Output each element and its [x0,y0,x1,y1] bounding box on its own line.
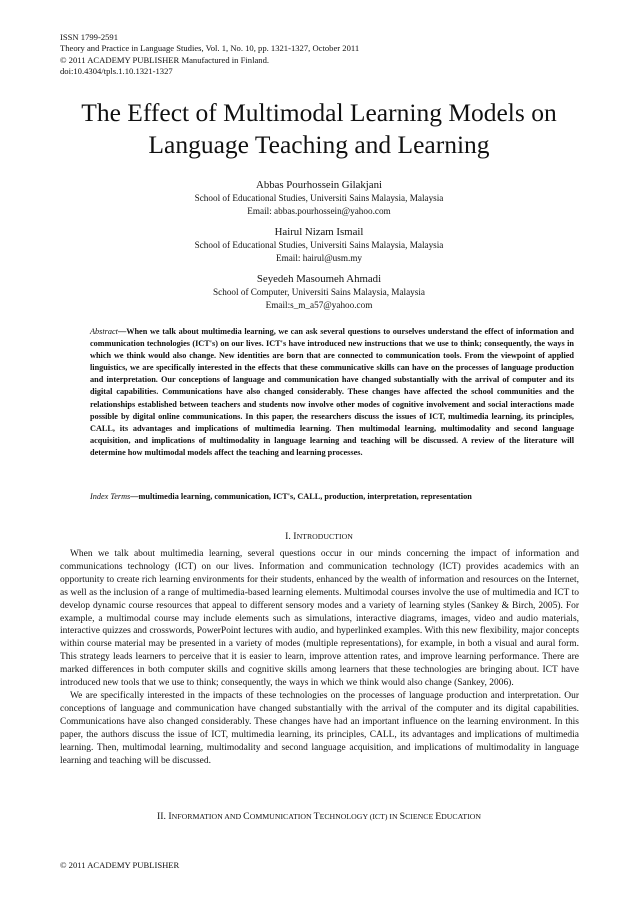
abstract-dash: — [117,327,127,336]
section-numeral: II. [156,811,166,822]
page-footer: © 2011 ACADEMY PUBLISHER [60,860,180,870]
title-line-2: Language Teaching and Learning [148,130,490,159]
journal-citation: Theory and Practice in Language Studies, Vol. 1, No. 10, pp. 1321-1327, October 2011 [60,43,360,54]
heading-initial: I [293,531,297,542]
author-block [0,178,638,217]
heading-initial: S [399,811,406,822]
author-block [0,272,638,311]
author-affiliation: School of Educational Studies, Universiti Sains Malaysia, Malaysia [194,193,444,203]
index-terms-dash: — [130,492,139,501]
author-name: Seyedeh Masoumeh Ahmadi [256,273,382,285]
heading-rest: OMMUNICATION [249,812,314,821]
heading-initial: T [313,811,320,822]
section-heading-introduction [0,530,638,543]
author-name: Abbas Pourhossein Gilakjani [256,179,382,191]
index-terms-label: Index Terms [90,492,131,501]
section-heading-ict [0,810,638,823]
heading-initial: I [168,811,172,822]
author-email: Email: abbas.pourhossein@yahoo.com [247,205,391,216]
section-body [60,548,579,767]
heading-rest: NFORMATION AND [171,812,244,821]
author-block [0,225,638,264]
heading-initial: C [243,811,250,822]
body-paragraph: We are specifically interested in the impacts of these technologies on the processes of language production and interpretation. Our conceptions of language and communication have changed substantially with the arrival of the computer and its digital capabilities. Communications have also changed considerably. These changes have had an important influence on the learning environment. In this paper, the authors discuss the issue of ICT, multimedia learning, its principles, CALL, its advantages and implications of multimedia learning. Then, multimodal learning, multimodality and second language acquisition, and implications of multimodality in language learning and teaching will be discussed. [60,690,579,766]
heading-rest: CIENCE [405,812,436,821]
abstract-label: Abstract [90,327,118,336]
doi: doi:10.4304/tpls.1.10.1321-1327 [60,65,173,76]
index-terms-text: multimedia learning, communication, ICT's, CALL, production, interpretation, representation [138,492,472,501]
heading-rest: ECHNOLOGY (ICT) IN [319,812,400,821]
author-name: Hairul Nizam Ismail [274,226,364,238]
body-paragraph: When we talk about multimedia learning, several questions occur in our minds concerning the impact of information and communications technology (ICT) on our lives. Information and communication technology (ICT) provides academics with an opportunity to create rich learning environments for their students, enhanced by the wealth of information and resources on the Internet, as well as the inclusion of a range of multimedia-based learning elements. Multimodal courses involve the use of multimedia and ICT to develop dynamic course resources that appeal to different sensory modes and a variety of learning styles (Sankey & Birch, 2005). For example, a multimodal course may include elements such as simulations, interactive diagrams, images, video and audio materials, interactive quizzes and crosswords, PowerPoint lectures with audio, and hyperlinked examples. With this new flexibility, major concepts within course material may be presented in a variety of modes (multiple representations), for example, in both a visual and aural form. This strategy leads learners to perceive that it is easier to learn, improve attention rates, and improve learning performance. There are marked differences in both computer skills and cognitive skills among learners that these technologies are bringing about. ICT have introduced new tools that we use to think; consequently, the ways in which we think would also change (Sankey, 2006). [60,549,579,689]
author-affiliation: School of Educational Studies, Universiti Sains Malaysia, Malaysia [194,240,444,250]
index-terms [90,491,574,503]
author-list [0,178,638,319]
section-numeral: I. [285,531,291,542]
author-affiliation: School of Computer, Universiti Sains Malaysia, Malaysia [213,287,425,297]
heading-initial: E [435,811,442,822]
abstract [90,326,574,459]
author-email: Email:s_m_a57@yahoo.com [265,299,373,310]
issn: ISSN 1799-2591 [60,32,119,42]
copyright-line: © 2011 ACADEMY PUBLISHER Manufactured in Finland. [60,54,270,65]
title-line-1: The Effect of Multimodal Learning Models on [81,98,557,127]
abstract-text: When we talk about multimedia learning, we can ask several questions to ourselves understand the effect of information and communication technologies (ICT's) on our lives. ICT's have introduced new instructions that we use to think; consequently, the ways in which we think would also change. New identities are born that are connected to communication tools. From the viewpoint of applied linguistics, we are specifically interested in the effects that these communicative skills can have on the processes of language production and interpretation. Our conceptions of language and communication have changed substantially with the arrival of computer and its digital capabilities. Communications have also changed considerably. These changes have affected the school communities and the relationships established between teachers and students now involve other modes of cognitive involvement and social interactions made possible by digital online communications. In this paper, the researchers discuss the issues of ICT, multimedia learning, its principles, CALL, its advantages and implications of multimedia learning. Then multimodal learning, multimodality and second language acquisition, and implications of multimodality in language learning and teaching will be discussed. A review of the literature will determine how multimodal models affect the teaching and learning processes. [90,327,574,457]
author-email: Email: hairul@usm.my [275,252,363,263]
journal-header [60,32,359,77]
heading-rest: DUCATION [441,812,482,821]
heading-rest: NTRODUCTION [296,532,353,541]
paper-title [0,97,638,161]
